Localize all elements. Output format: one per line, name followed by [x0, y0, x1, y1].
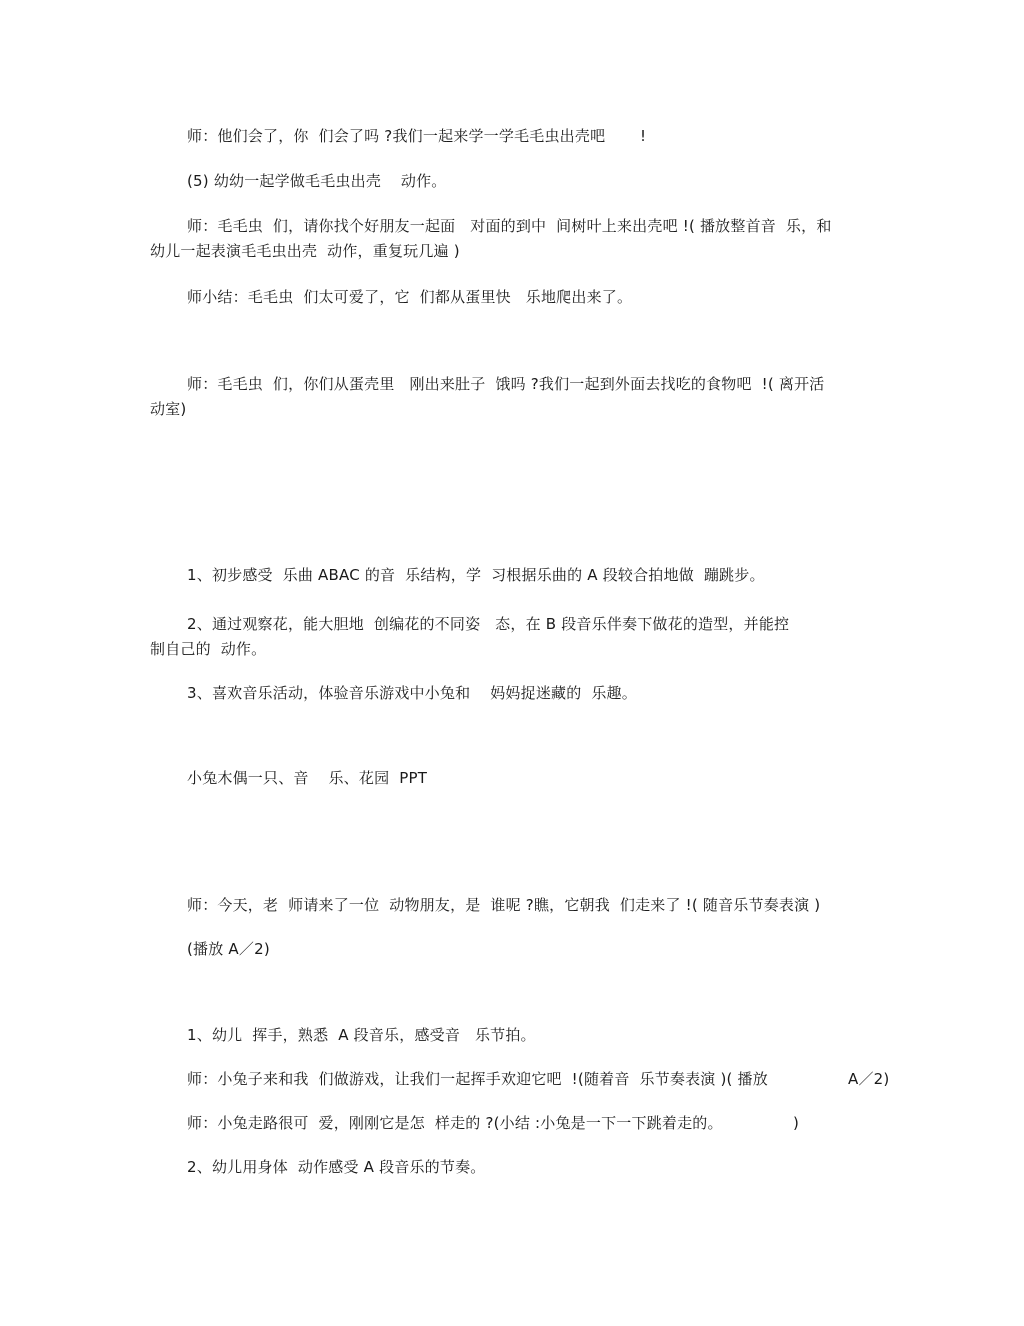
text-line-3: 师：毛毛虫 们，请你找个好朋友一起面 对面的到中 间树叶上来出壳吧 !( 播放整首音 乐，和 [187, 217, 832, 235]
text-line-7: 动室) [150, 400, 187, 418]
text-line-13: 师：今天，老 师请来了一位 动物朋友，是 谁呢 ?瞧，它朝我 们走来了 !( 随音乐节奏表演 ) [187, 896, 821, 914]
text-line-17-end: ) [793, 1114, 800, 1132]
text-line-2: (5) 幼幼一起学做毛毛虫出壳 动作。 [187, 172, 447, 190]
text-line-16: 师：小兔子来和我 们做游戏，让我们一起挥手欢迎它吧 !(随着音 乐节奏表演 )( 播放 [187, 1070, 768, 1088]
text-line-17: 师：小兔走路很可 爱，刚刚它是怎 样走的 ?(小结 :小兔是一下一下跳着走的。 [187, 1114, 723, 1132]
text-line-1: 师：他们会了，你 们会了吗 ?我们一起来学一学毛毛虫出壳吧 ! [187, 127, 647, 145]
text-line-18: 2、幼儿用身体 动作感受 A 段音乐的节奏。 [187, 1158, 486, 1176]
text-line-16-end: A／2) [848, 1070, 890, 1088]
text-line-15: 1、幼儿 挥手，熟悉 A 段音乐，感受音 乐节拍。 [187, 1026, 536, 1044]
text-line-14: (播放 A／2) [187, 940, 270, 958]
text-line-11: 3、喜欢音乐活动，体验音乐游戏中小兔和 妈妈捉迷藏的 乐趣。 [187, 684, 637, 702]
text-line-9: 2、通过观察花，能大胆地 创编花的不同姿 态，在 B 段音乐伴奏下做花的造型，并能控 [187, 615, 790, 633]
text-line-10: 制自己的 动作。 [150, 640, 267, 658]
text-line-6: 师：毛毛虫 们，你们从蛋壳里 刚出来肚子 饿吗 ?我们一起到外面去找吃的食物吧 !( 离开活 [187, 375, 825, 393]
text-line-5: 师小结：毛毛虫 们太可爱了，它 们都从蛋里快 乐地爬出来了。 [187, 288, 633, 306]
text-line-12: 小兔木偶一只、音 乐、花园 PPT [187, 769, 428, 787]
text-line-8: 1、初步感受 乐曲 ABAC 的音 乐结构，学 习根据乐曲的 A 段较合拍地做 蹦跳步。 [187, 566, 765, 584]
text-line-4: 幼儿一起表演毛毛虫出壳 动作，重复玩几遍 ) [150, 242, 460, 260]
